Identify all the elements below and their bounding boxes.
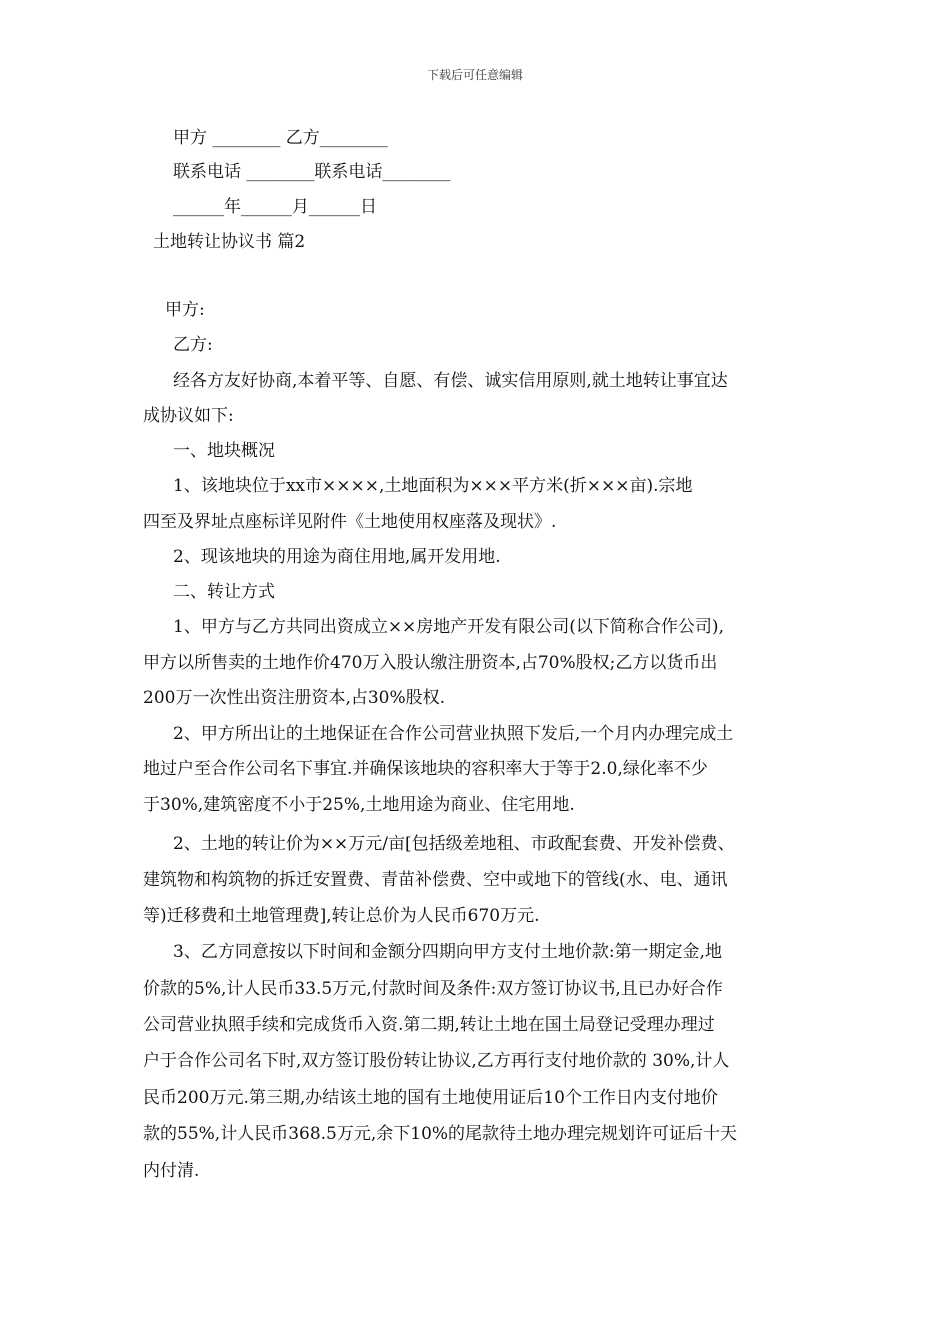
intro-paragraph-line: 经各方友好协商,本着平等、自愿、有偿、诚实信用原则,就土地转让事宜达	[173, 371, 728, 391]
transfer-item-line: 户于合作公司名下时,双方签订股份转让协议,乙方再行支付地价款的 30%,计人	[143, 1051, 730, 1071]
header-note: 下载后可任意编辑	[426, 68, 523, 82]
transfer-item-line: 1、甲方与乙方共同出资成立××房地产开发有限公司(以下简称合作公司),	[173, 617, 724, 637]
transfer-item-line: 于30%,建筑密度不小于25%,土地用途为商业、住宅用地.	[143, 795, 575, 815]
transfer-item-line: 款的55%,计人民币368.5万元,余下10%的尾款待土地办理完规划许可证后十天	[143, 1124, 738, 1144]
transfer-item-line: 民币200万元.第三期,办结该土地的国有土地使用证后10个工作日内支付地价	[143, 1088, 718, 1108]
transfer-item-line: 2、甲方所出让的土地保证在合作公司营业执照下发后,一个月内办理完成土	[173, 724, 734, 744]
transfer-heading: 二、转让方式	[173, 582, 275, 602]
transfer-item-line: 价款的5%,计人民币33.5万元,付款时间及条件:双方签订协议书,且已办好合作	[143, 979, 723, 999]
transfer-item-line: 内付清.	[143, 1161, 200, 1181]
signature-parties-line: 甲方 ________ 乙方________	[173, 128, 388, 148]
transfer-item-line: 地过户至合作公司名下事宜.并确保该地块的容积率大于等于2.0,绿化率不少	[143, 759, 708, 779]
transfer-item-line: 2、土地的转让价为××万元/亩[包括级差地租、市政配套费、开发补偿费、	[173, 834, 735, 854]
transfer-item-line: 甲方以所售卖的土地作价470万入股认缴注册资本,占70%股权;乙方以货币出	[143, 653, 718, 673]
section-title: 土地转让协议书 篇2	[153, 232, 306, 252]
signature-date-line: ______年______月______日	[173, 197, 377, 217]
transfer-item-line: 等)迁移费和土地管理费],转让总价为人民币670万元.	[143, 906, 540, 926]
transfer-item-line: 公司营业执照手续和完成货币入资.第二期,转让土地在国土局登记受理办理过	[143, 1015, 715, 1035]
transfer-item-line: 建筑物和构筑物的拆迁安置费、青苗补偿费、空中或地下的管线(水、电、通讯	[143, 870, 728, 890]
transfer-item-line: 3、乙方同意按以下时间和金额分四期向甲方支付土地价款:第一期定金,地	[173, 942, 722, 962]
party-a-label: 甲方:	[165, 300, 205, 320]
signature-phones-line: 联系电话 ________联系电话________	[173, 162, 451, 182]
party-b-label: 乙方:	[173, 335, 213, 355]
plot-item-line: 2、现该地块的用途为商住用地,属开发用地.	[173, 547, 501, 567]
plot-item-line: 四至及界址点座标详见附件《土地使用权座落及现状》.	[143, 512, 557, 532]
plot-heading: 一、地块概况	[173, 441, 275, 461]
plot-item-line: 1、该地块位于xx市××××,土地面积为×××平方米(折×××亩).宗地	[173, 476, 693, 496]
intro-paragraph-line: 成协议如下:	[143, 406, 234, 426]
transfer-item-line: 200万一次性出资注册资本,占30%股权.	[143, 688, 446, 708]
